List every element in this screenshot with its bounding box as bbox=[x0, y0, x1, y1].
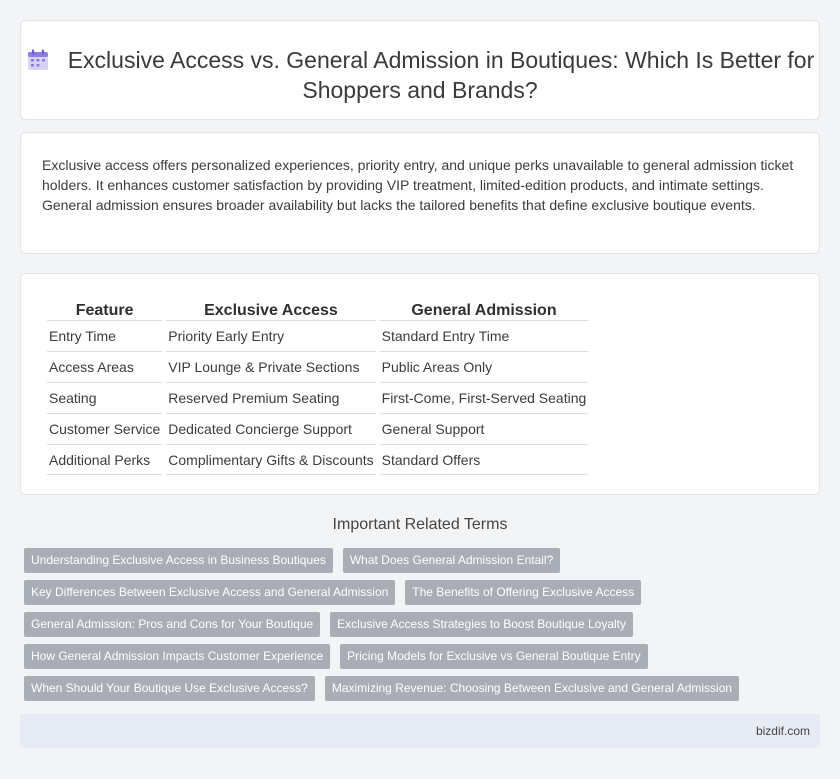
table-cell: Public Areas Only bbox=[380, 351, 589, 382]
table-cell: General Support bbox=[380, 413, 589, 444]
table-cell: Complimentary Gifts & Discounts bbox=[166, 444, 375, 475]
related-term-link[interactable]: The Benefits of Offering Exclusive Access bbox=[405, 580, 641, 605]
related-term-link[interactable]: Pricing Models for Exclusive vs General Boutique Entry bbox=[340, 644, 647, 669]
title-card bbox=[20, 20, 820, 120]
table-header-row bbox=[47, 298, 588, 320]
table-cell: Seating bbox=[47, 382, 162, 413]
table-cell: Customer Service bbox=[47, 413, 162, 444]
intro-card bbox=[20, 132, 820, 254]
related-term-link[interactable]: What Does General Admission Entail? bbox=[343, 548, 560, 573]
table-row bbox=[47, 444, 588, 475]
table-cell: Priority Early Entry bbox=[166, 320, 375, 351]
table-cell: Additional Perks bbox=[47, 444, 162, 475]
table-cell: Standard Entry Time bbox=[380, 320, 589, 351]
table-cell: First-Come, First-Served Seating bbox=[380, 382, 589, 413]
related-term-link[interactable]: Understanding Exclusive Access in Business Boutiques bbox=[24, 548, 333, 573]
table-row bbox=[47, 413, 588, 444]
page-title-wrap bbox=[21, 45, 819, 105]
table-cell: Dedicated Concierge Support bbox=[166, 413, 375, 444]
tag-row bbox=[24, 676, 824, 708]
related-term-link[interactable]: Exclusive Access Strategies to Boost Boutique Loyalty bbox=[330, 612, 633, 637]
comparison-table bbox=[43, 298, 592, 475]
intro-paragraph: Exclusive access offers personalized experiences, priority entry, and unique perks unavailable to general admission ticket holders. It enhances customer satisfaction by providing VIP treatment, limited-edition products, and intimate settings. General admission ensures broader availability but lacks the tailored benefits that define exclusive boutique events. bbox=[42, 157, 794, 213]
page-title: Exclusive Access vs. General Admission in Boutiques: Which Is Better for Shoppers and Brands? bbox=[67, 47, 815, 103]
tag-row bbox=[24, 548, 824, 580]
related-terms-list bbox=[24, 548, 824, 708]
related-term-link[interactable]: How General Admission Impacts Customer Experience bbox=[24, 644, 330, 669]
header-exclusive: Exclusive Access bbox=[204, 302, 338, 319]
table-row bbox=[47, 320, 588, 351]
table-cell: Access Areas bbox=[47, 351, 162, 382]
table-row bbox=[47, 382, 588, 413]
related-term-link[interactable]: When Should Your Boutique Use Exclusive Access? bbox=[24, 676, 315, 701]
table-cell: Entry Time bbox=[47, 320, 162, 351]
site-name: bizdif.com bbox=[755, 724, 810, 738]
tag-row bbox=[24, 580, 824, 612]
tag-row bbox=[24, 644, 824, 676]
related-terms-title: Important Related Terms bbox=[332, 516, 508, 533]
table-cell: VIP Lounge & Private Sections bbox=[166, 351, 375, 382]
header-feature: Feature bbox=[75, 302, 134, 319]
header-general: General Admission bbox=[411, 302, 557, 319]
tag-row bbox=[24, 612, 824, 644]
footer-bar bbox=[20, 714, 820, 748]
related-term-link[interactable]: General Admission: Pros and Cons for Your Boutique bbox=[24, 612, 320, 637]
table-cell: Standard Offers bbox=[380, 444, 589, 475]
comparison-card bbox=[20, 273, 820, 495]
table-cell: Reserved Premium Seating bbox=[166, 382, 375, 413]
related-term-link[interactable]: Maximizing Revenue: Choosing Between Exclusive and General Admission bbox=[325, 676, 739, 701]
table-row bbox=[47, 351, 588, 382]
related-term-link[interactable]: Key Differences Between Exclusive Access and General Admission bbox=[24, 580, 395, 605]
calendar-icon bbox=[26, 48, 50, 72]
